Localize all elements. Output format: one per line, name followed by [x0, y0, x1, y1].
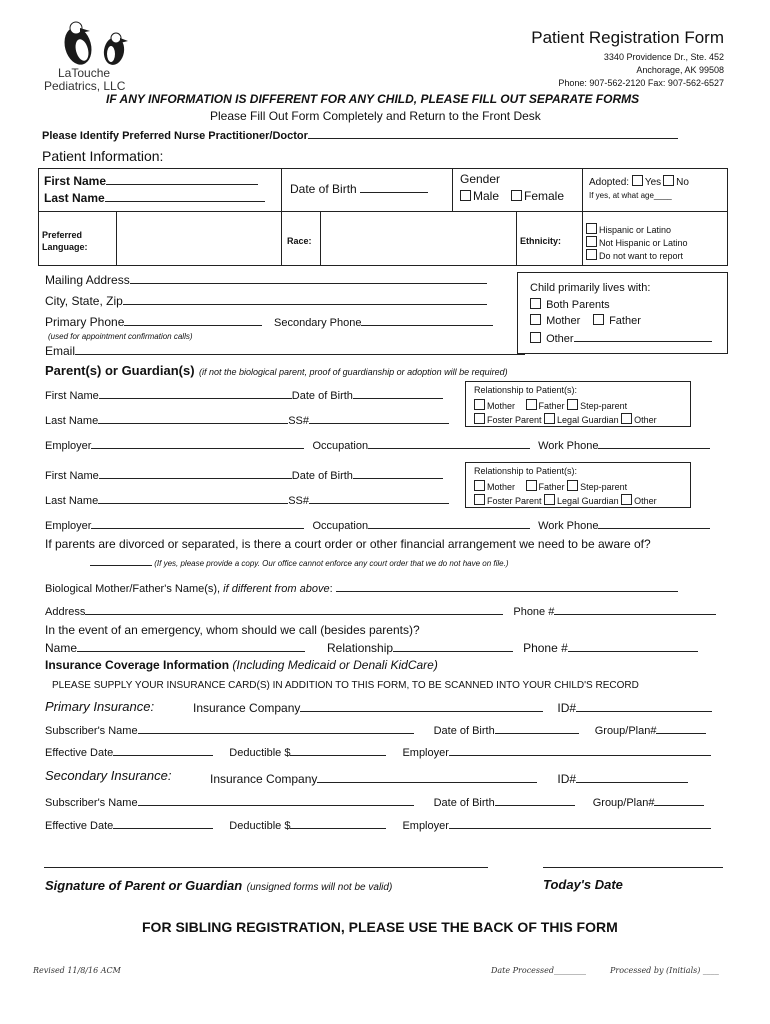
- last-name-label: Last Name: [44, 191, 105, 205]
- gender-female[interactable]: [511, 189, 564, 203]
- first-name-label: First Name: [44, 174, 107, 188]
- g2-occupation-label: Occupation: [312, 520, 369, 532]
- g1-other-label: Other: [634, 415, 657, 425]
- g2-father-checkbox[interactable]: [526, 480, 537, 491]
- emergency-relationship-field[interactable]: [393, 640, 513, 652]
- adopted-no-checkbox[interactable]: [663, 175, 674, 186]
- address-line1: 3340 Providence Dr., Ste. 452: [603, 52, 724, 62]
- g2-first-field[interactable]: [99, 467, 292, 479]
- lives-father[interactable]: [593, 314, 641, 327]
- g2-last-field[interactable]: [98, 492, 288, 504]
- lives-other-checkbox[interactable]: [530, 332, 541, 343]
- separate-forms-notice: IF ANY INFORMATION IS DIFFERENT FOR ANY CHILD, PLEASE FILL OUT SEPARATE FORMS: [106, 92, 640, 106]
- g1-first-row: [45, 387, 443, 402]
- bio-note: if different from above: [223, 583, 330, 595]
- guardians-note: (if not the biological parent, proof of guardianship or adoption will be required): [198, 367, 508, 377]
- g2-mother-label: Mother: [487, 482, 516, 492]
- emergency-row: [45, 640, 698, 655]
- g2-rel-row2: [474, 494, 657, 506]
- lives-mother[interactable]: [530, 314, 580, 327]
- patient-info-heading: Patient Information:: [42, 148, 164, 164]
- phone-fax: Phone: 907-562-2120 Fax: 907-562-6527: [558, 78, 724, 88]
- instructions: Please Fill Out Form Completely and Return to the Front Desk: [210, 109, 541, 123]
- secondary-subscriber-field[interactable]: [138, 794, 414, 806]
- g2-ssn-field[interactable]: [309, 492, 449, 504]
- mailing-field[interactable]: [130, 272, 487, 284]
- g1-ssn-label: SS#: [288, 415, 309, 427]
- adopted-yes-label: Yes: [644, 177, 662, 188]
- g1-step-checkbox[interactable]: [567, 399, 578, 410]
- email-field[interactable]: [75, 343, 525, 355]
- bio-address-field[interactable]: [85, 603, 503, 615]
- g1-mother-checkbox[interactable]: [474, 399, 485, 410]
- lives-other-label: Other: [546, 333, 574, 345]
- primary-employer-label: Employer: [402, 747, 449, 759]
- g2-foster-label: Foster Parent: [487, 496, 542, 506]
- eth-option-1[interactable]: [586, 223, 671, 235]
- bio-label: Biological Mother/Father's Name(s),: [45, 583, 221, 595]
- g1-father-checkbox[interactable]: [526, 399, 537, 410]
- secondary-employer-field[interactable]: [449, 817, 711, 829]
- insurance-heading: [45, 658, 438, 672]
- primary-company-label: Insurance Company: [193, 701, 301, 715]
- bio-row: Biological Mother/Father's Name(s), if different from above:: [45, 580, 678, 595]
- ethnicity-label: Ethnicity:: [520, 236, 562, 246]
- g2-dob-field[interactable]: [353, 467, 443, 479]
- g2-ssn-label: SS#: [288, 495, 309, 507]
- primary-effective-label: Effective Date: [45, 747, 114, 759]
- g1-last-label: Last Name: [45, 415, 99, 427]
- signature-label-row: [45, 877, 392, 895]
- secondary-phone-row: [274, 314, 493, 329]
- lives-other-field[interactable]: [574, 330, 712, 342]
- logo-line2: Pediatrics, LLC: [44, 79, 126, 93]
- last-name-field[interactable]: [105, 190, 265, 202]
- g1-rel-row2: [474, 413, 657, 425]
- signature-label: Signature of Parent or Guardian: [45, 878, 243, 893]
- bio-phone-label: Phone #: [513, 606, 555, 618]
- secondary-effective-field[interactable]: [113, 817, 213, 829]
- insurance-title: Insurance Coverage Information: [45, 658, 230, 672]
- gender-label: Gender: [460, 172, 501, 186]
- g1-dob-label: Date of Birth: [291, 390, 353, 402]
- signature-note: (unsigned forms will not be valid): [246, 882, 393, 893]
- not-hispanic-checkbox[interactable]: [586, 236, 597, 247]
- primary-dob-label: Date of Birth: [433, 725, 495, 737]
- g2-employer-field[interactable]: [91, 517, 304, 529]
- primary-deductible-field[interactable]: [290, 744, 386, 756]
- patient-box-vline5: [281, 211, 282, 266]
- g2-first-label: First Name: [45, 470, 99, 482]
- g2-father-label: Father: [538, 482, 565, 492]
- mailing-row: [45, 272, 487, 287]
- secondary-subscriber-row: [45, 794, 704, 809]
- puffin-logo-icon: [40, 18, 150, 68]
- email-row: [45, 343, 525, 358]
- lives-father-checkbox[interactable]: [593, 314, 604, 325]
- g2-last-label: Last Name: [45, 495, 99, 507]
- secondary-company-row: [210, 771, 688, 786]
- secondary-subscriber-label: Subscriber's Name: [45, 797, 138, 809]
- secondary-insurance-label: Secondary Insurance:: [45, 768, 172, 783]
- g1-work-phone-label: Work Phone: [538, 440, 599, 452]
- g2-employer-label: Employer: [45, 520, 92, 532]
- emergency-question: In the event of an emergency, whom should we call (besides parents)?: [45, 623, 420, 637]
- g2-foster-checkbox[interactable]: [474, 494, 485, 505]
- patient-box-vline2: [452, 168, 453, 211]
- g2-other-checkbox[interactable]: [621, 494, 632, 505]
- bio-address-label: Address: [45, 606, 86, 618]
- primary-employer-field[interactable]: [449, 744, 711, 756]
- primary-group-label: Group/Plan#: [594, 725, 657, 737]
- guardians-title: Parent(s) or Guardian(s): [45, 363, 195, 378]
- g1-last-row: [45, 412, 449, 427]
- secondary-dob-label: Date of Birth: [433, 797, 495, 809]
- g2-last-row: [45, 492, 449, 507]
- emergency-phone-field[interactable]: [568, 640, 698, 652]
- divorce-question: If parents are divorced or separated, is there a court order or other financial arrangement we need to be aware of?: [45, 537, 651, 551]
- g1-legal-label: Legal Guardian: [557, 415, 619, 425]
- primary-company-field[interactable]: [300, 700, 543, 712]
- divorce-note: (If yes, please provide a copy. Our office cannot enforce any court order that we do not have on file.): [154, 559, 509, 568]
- female-label: Female: [524, 189, 565, 203]
- patient-box-vline3: [582, 168, 583, 266]
- first-name-field[interactable]: [106, 173, 258, 185]
- lives-with-title: Child primarily lives with:: [530, 282, 651, 294]
- g1-rel-row1: [474, 399, 627, 411]
- date-processed: Date Processed________: [491, 966, 586, 975]
- male-label: Male: [473, 189, 500, 203]
- g1-occupation-field[interactable]: [368, 437, 530, 449]
- secondary-company-field[interactable]: [317, 771, 537, 783]
- g2-rel-row1: [474, 480, 627, 492]
- date-line[interactable]: [543, 867, 723, 868]
- primary-group-field[interactable]: [656, 722, 706, 734]
- first-name-row: [44, 173, 258, 188]
- g2-dob-label: Date of Birth: [291, 470, 353, 482]
- dob-label: Date of Birth: [290, 182, 357, 196]
- secondary-deductible-field[interactable]: [290, 817, 386, 829]
- bio-phone-field[interactable]: [554, 603, 716, 615]
- primary-id-field[interactable]: [576, 700, 712, 712]
- primary-insurance-label: Primary Insurance:: [45, 699, 155, 714]
- race-label: Race:: [287, 236, 312, 246]
- g2-step-checkbox[interactable]: [567, 480, 578, 491]
- hispanic-label: Hispanic or Latino: [599, 225, 672, 235]
- confirm-note: (used for appointment confirmation calls): [48, 332, 193, 341]
- lives-mother-label: Mother: [546, 315, 581, 327]
- dob-row: [290, 181, 428, 196]
- g1-first-field[interactable]: [99, 387, 292, 399]
- g2-employer-row: [45, 517, 710, 532]
- logo-line1: LaTouche: [58, 66, 111, 80]
- g1-ssn-field[interactable]: [309, 412, 449, 424]
- g2-rel-title: Relationship to Patient(s):: [474, 466, 578, 476]
- secondary-deductible-label: Deductible $: [229, 820, 291, 832]
- sibling-notice: FOR SIBLING REGISTRATION, PLEASE USE THE BACK OF THIS FORM: [142, 919, 618, 935]
- adopted-label: Adopted:: [589, 177, 630, 188]
- patient-box-vline1: [281, 168, 282, 211]
- g1-employer-label: Employer: [45, 440, 92, 452]
- emergency-relationship-label: Relationship: [327, 641, 394, 655]
- g2-first-row: [45, 467, 443, 482]
- g2-work-phone-label: Work Phone: [538, 520, 599, 532]
- g1-step-label: Step-parent: [580, 401, 628, 411]
- guardians-heading: [45, 362, 508, 380]
- lives-both[interactable]: [530, 298, 610, 311]
- csz-label: City, State, Zip: [45, 294, 123, 308]
- hispanic-checkbox[interactable]: [586, 223, 597, 234]
- insurance-supply: PLEASE SUPPLY YOUR INSURANCE CARD(S) IN ADDITION TO THIS FORM, TO BE SCANNED INTO YOUR CHILD'S RECORD: [52, 680, 639, 691]
- bio-field[interactable]: [336, 580, 678, 592]
- g1-dob-field[interactable]: [353, 387, 443, 399]
- emergency-name-field[interactable]: [77, 640, 305, 652]
- g1-father-label: Father: [538, 401, 565, 411]
- adopted-age: If yes, at what age____: [589, 191, 672, 200]
- language-label: Preferred Language:: [42, 230, 88, 252]
- not-hispanic-label: Not Hispanic or Latino: [599, 238, 688, 248]
- secondary-id-label: ID#: [557, 772, 577, 786]
- gender-male[interactable]: [460, 189, 499, 203]
- g2-legal-checkbox[interactable]: [544, 494, 555, 505]
- secondary-group-label: Group/Plan#: [592, 797, 655, 809]
- adopted-yes-checkbox[interactable]: [632, 175, 643, 186]
- g2-occupation-field[interactable]: [368, 517, 530, 529]
- patient-box-vline6: [320, 211, 321, 266]
- g1-last-field[interactable]: [98, 412, 288, 424]
- csz-row: [45, 293, 487, 308]
- both-parents-label: Both Parents: [546, 299, 610, 311]
- lives-other[interactable]: [530, 330, 712, 345]
- patient-box-vline4: [116, 211, 117, 266]
- email-label: Email: [45, 344, 76, 358]
- g2-work-phone-field[interactable]: [598, 517, 710, 529]
- primary-dob-field[interactable]: [495, 722, 579, 734]
- todays-date-label: Today's Date: [543, 877, 623, 892]
- page-title: Patient Registration Form: [531, 28, 724, 47]
- patient-box-vline7: [516, 211, 517, 266]
- primary-subscriber-label: Subscriber's Name: [45, 725, 138, 737]
- primary-effective-field[interactable]: [113, 744, 213, 756]
- eth-option-2[interactable]: [586, 236, 688, 248]
- insurance-note: (Including Medicaid or Denali KidCare): [232, 658, 438, 672]
- g1-occupation-label: Occupation: [312, 440, 369, 452]
- patient-box-divider: [38, 211, 728, 212]
- g1-work-phone-field[interactable]: [598, 437, 710, 449]
- divorce-field[interactable]: [90, 554, 152, 566]
- g2-step-label: Step-parent: [580, 482, 628, 492]
- emergency-name-label: Name: [45, 641, 78, 655]
- primary-effective-row: [45, 744, 711, 759]
- primary-company-row: [193, 700, 712, 715]
- revised-note: Revised 11/8/16 ACM: [33, 966, 121, 975]
- primary-subscriber-row: [45, 722, 706, 737]
- g1-mother-label: Mother: [487, 401, 516, 411]
- no-report-label: Do not want to report: [599, 251, 684, 261]
- eth-option-3[interactable]: [586, 249, 683, 261]
- secondary-group-field[interactable]: [654, 794, 704, 806]
- secondary-phone-field[interactable]: [361, 314, 493, 326]
- female-checkbox[interactable]: [511, 190, 522, 201]
- no-report-checkbox[interactable]: [586, 249, 597, 260]
- g1-employer-row: [45, 437, 710, 452]
- secondary-effective-row: [45, 817, 711, 832]
- secondary-phone-label: Secondary Phone: [274, 317, 362, 329]
- g1-legal-checkbox[interactable]: [544, 413, 555, 424]
- logo: [40, 18, 150, 96]
- emergency-phone-label: Phone #: [523, 641, 568, 655]
- lives-father-label: Father: [609, 315, 641, 327]
- primary-phone-label: Primary Phone: [45, 315, 125, 329]
- preferred-np-label: [42, 127, 678, 142]
- adopted-row: [589, 175, 689, 188]
- signature-line[interactable]: [44, 867, 488, 868]
- preferred-np-field[interactable]: [308, 127, 678, 139]
- bio-address-row: [45, 603, 716, 618]
- secondary-effective-label: Effective Date: [45, 820, 114, 832]
- primary-deductible-label: Deductible $: [229, 747, 291, 759]
- divorce-note-row: [90, 554, 509, 568]
- csz-field[interactable]: [123, 293, 487, 305]
- male-checkbox[interactable]: [460, 190, 471, 201]
- g2-mother-checkbox[interactable]: [474, 480, 485, 491]
- primary-phone-row: [45, 314, 262, 329]
- g1-foster-label: Foster Parent: [487, 415, 542, 425]
- lives-mother-checkbox[interactable]: [530, 314, 541, 325]
- primary-id-label: ID#: [557, 701, 577, 715]
- secondary-employer-label: Employer: [402, 820, 449, 832]
- adopted-no-label: No: [676, 177, 689, 188]
- g2-legal-label: Legal Guardian: [557, 496, 619, 506]
- g1-other-checkbox[interactable]: [621, 413, 632, 424]
- both-parents-checkbox[interactable]: [530, 298, 541, 309]
- g1-foster-checkbox[interactable]: [474, 413, 485, 424]
- g1-rel-title: Relationship to Patient(s):: [474, 385, 578, 395]
- secondary-dob-field[interactable]: [495, 794, 575, 806]
- g1-first-label: First Name: [45, 390, 99, 402]
- preferred-np-text: Please Identify Preferred Nurse Practitioner/Doctor: [42, 130, 308, 142]
- secondary-id-field[interactable]: [576, 771, 688, 783]
- g1-employer-field[interactable]: [91, 437, 304, 449]
- g2-other-label: Other: [634, 496, 657, 506]
- mailing-label: Mailing Address: [45, 273, 130, 287]
- dob-field[interactable]: [360, 181, 428, 193]
- secondary-company-label: Insurance Company: [210, 772, 318, 786]
- processed-by: Processed by (Initials) ____: [610, 966, 719, 975]
- primary-phone-field[interactable]: [124, 314, 262, 326]
- address-line2: Anchorage, AK 99508: [636, 65, 724, 75]
- last-name-row: [44, 190, 265, 205]
- primary-subscriber-field[interactable]: [138, 722, 414, 734]
